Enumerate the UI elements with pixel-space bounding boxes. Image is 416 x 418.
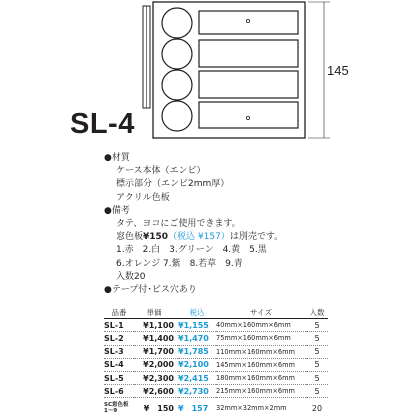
row-model <box>104 398 134 418</box>
row-price: ¥2,600 <box>134 385 178 398</box>
material-line-3: アクリル色板 <box>116 192 170 203</box>
header-tax: 税込 <box>178 306 216 319</box>
row-tax: ¥ 157 <box>178 403 209 413</box>
row-size: 180mm×160mm×6mm <box>216 371 306 384</box>
table-row <box>104 332 328 345</box>
header-model: 品番 <box>104 306 134 319</box>
circle-window-2 <box>162 39 192 69</box>
row-qty: 5 <box>306 371 328 384</box>
row-price: ¥1,700 <box>134 345 178 358</box>
color-options-2: 6.オレンジ 7.紫 8.若草 9.青 <box>116 258 243 269</box>
row-tax: ¥1,155 <box>178 319 216 332</box>
quantity-note: 入数20 <box>116 271 146 282</box>
color-plate-tax: （税込 ¥157） <box>168 232 230 243</box>
row-price: ¥ 150 <box>143 403 174 413</box>
row-price: ¥2,300 <box>134 371 178 384</box>
row-model: SL-6 <box>104 385 134 398</box>
row-qty: 5 <box>306 345 328 358</box>
price-table <box>104 306 328 418</box>
table-row <box>104 371 328 384</box>
tape-note: ●テープ付･ビス穴あり <box>104 285 197 296</box>
row-size: 145mm×160mm×6mm <box>216 358 306 371</box>
row-tax: ¥1,785 <box>178 345 216 358</box>
header-qty: 入数 <box>306 306 328 319</box>
row-qty: 20 <box>311 403 323 413</box>
row-model: SL-3 <box>104 345 134 358</box>
notes-line-1: タテ、ヨコにご使用できます。 <box>116 219 241 230</box>
table-row-color-plate <box>104 398 328 418</box>
row-tax: ¥2,100 <box>178 358 216 371</box>
table-row <box>104 345 328 358</box>
label-slot-3 <box>199 71 298 98</box>
spec-block <box>104 152 404 297</box>
color-plate-suffix: は別売です。 <box>229 232 284 243</box>
row-size: 40mm×160mm×6mm <box>216 319 306 332</box>
row-tax: ¥1,470 <box>178 332 216 345</box>
row-model-line-1: SC窓色板 <box>104 402 129 409</box>
material-line-2: 標示部分（エンビ2mm厚） <box>116 179 230 190</box>
row-tax: ¥2,415 <box>178 371 216 384</box>
row-model: SL-4 <box>104 358 134 371</box>
row-model-line-2: 1～9 <box>104 408 118 415</box>
material-heading: ●材質 <box>104 153 130 163</box>
table-row <box>104 385 328 398</box>
price-table-header <box>104 306 328 319</box>
row-model: SL-5 <box>104 371 134 384</box>
row-size: 32mm×32mm×2mm <box>216 404 287 413</box>
row-qty: 5 <box>306 385 328 398</box>
row-price: ¥2,000 <box>134 358 178 371</box>
color-plate-price: ¥150 <box>143 232 169 243</box>
dimension-label: 145 <box>327 63 349 78</box>
row-model: SL-1 <box>104 319 134 332</box>
circle-window-4 <box>162 101 192 131</box>
row-qty: 5 <box>306 319 328 332</box>
row-price: ¥1,100 <box>134 319 178 332</box>
row-tax: ¥2,730 <box>178 385 216 398</box>
notes-heading: ●備考 <box>104 205 130 216</box>
table-row <box>104 358 328 371</box>
label-slot-2 <box>199 40 298 67</box>
color-options-1: 1.赤 2.白 3.グリーン 4.黄 5.黒 <box>116 245 267 256</box>
row-size: 215mm×160mm×6mm <box>216 385 306 398</box>
row-model: SL-2 <box>104 332 134 345</box>
header-size: サイズ <box>216 306 306 319</box>
row-size: 75mm×160mm×6mm <box>216 332 306 345</box>
color-plate-line <box>104 231 404 244</box>
row-qty: 5 <box>306 332 328 345</box>
color-plate-prefix: 窓色板 <box>116 232 144 243</box>
model-title: SL-4 <box>70 108 135 140</box>
table-row <box>104 319 328 332</box>
row-price: ¥1,400 <box>134 332 178 345</box>
label-slot-4 <box>199 102 298 128</box>
header-price: 単価 <box>134 306 178 319</box>
row-size: 110mm×160mm×6mm <box>216 345 306 358</box>
material-line-1: ケース本体（エンビ） <box>116 166 206 177</box>
row-qty: 5 <box>306 358 328 371</box>
circle-window-3 <box>162 70 192 100</box>
circle-window-1 <box>162 8 192 38</box>
